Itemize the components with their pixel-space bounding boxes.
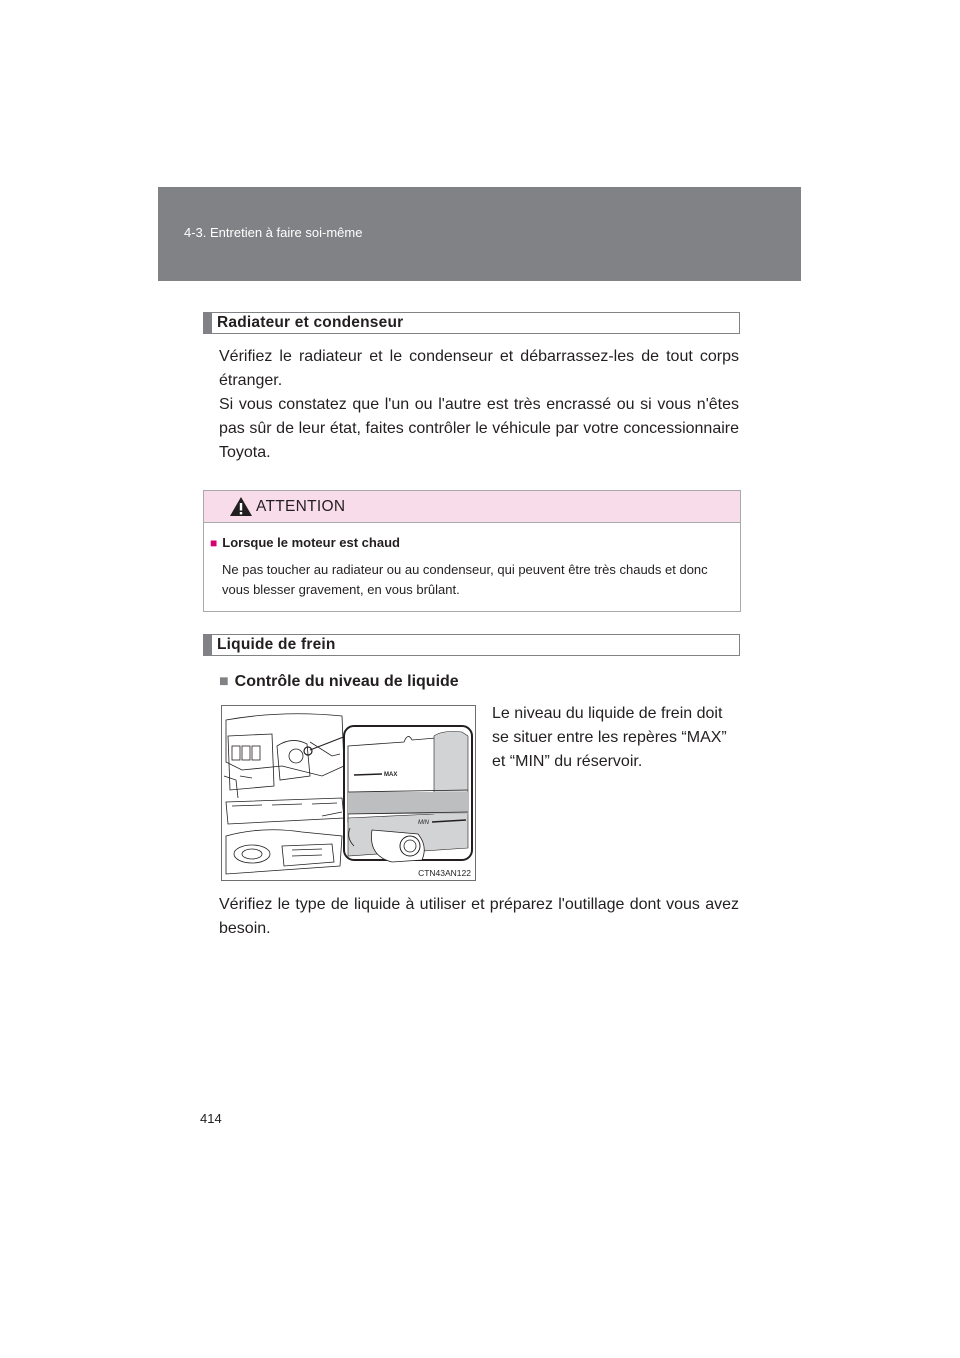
attention-subtitle [210, 535, 400, 550]
radiator-paragraph: Vérifiez le radiateur et le condenseur et débarrassez-les de tout corps étranger. [219, 348, 739, 389]
square-bullet-icon: ■ [210, 536, 218, 550]
brake-side-text [492, 702, 740, 774]
attention-subtitle-text: Lorsque le moteur est chaud [222, 535, 400, 550]
radiator-heading [203, 312, 740, 334]
attention-text: Ne pas toucher au radiateur ou au condenseur, qui peuvent être très chauds et donc vous blesser gravement, en vous brûlant. [222, 562, 708, 597]
figure-caption: CTN43AN122 [418, 868, 471, 878]
max-mark-label: MAX [384, 772, 398, 778]
brake-side-paragraph: Le niveau du liquide de frein doit se situer entre les repères “MAX” et “MIN” du réservoir. [492, 705, 727, 770]
brake-subheading-text: Contrôle du niveau de liquide [234, 673, 459, 690]
page-number: 414 [200, 1111, 222, 1126]
engine-illustration [222, 706, 475, 880]
radiator-paragraph: Si vous constatez que l'un ou l'autre est très encrassé ou si vous n'êtes pas sûr de leur état, faites contrôler le véhicule par votre concessionnaire Toyota. [219, 396, 739, 461]
heading-marker [204, 313, 212, 333]
warning-icon [229, 496, 253, 522]
section-breadcrumb: 4-3. Entretien à faire soi-même [184, 225, 363, 240]
square-bullet-icon: ■ [219, 673, 229, 690]
brake-subheading [219, 673, 459, 691]
brake-footer-paragraph: Vérifiez le type de liquide à utiliser et préparez l'outillage dont vous avez besoin. [219, 896, 739, 937]
attention-header [204, 491, 740, 523]
attention-title: ATTENTION [256, 498, 346, 515]
brake-footer-text [219, 893, 739, 941]
brake-heading [203, 634, 740, 656]
header-band [158, 187, 801, 281]
attention-box [203, 490, 741, 612]
radiator-text [219, 345, 739, 465]
brake-reservoir-figure [221, 705, 476, 881]
radiator-title: Radiateur et condenseur [217, 314, 404, 331]
brake-title: Liquide de frein [217, 636, 336, 653]
min-mark-label: MIN [418, 820, 429, 826]
heading-marker [204, 635, 212, 655]
